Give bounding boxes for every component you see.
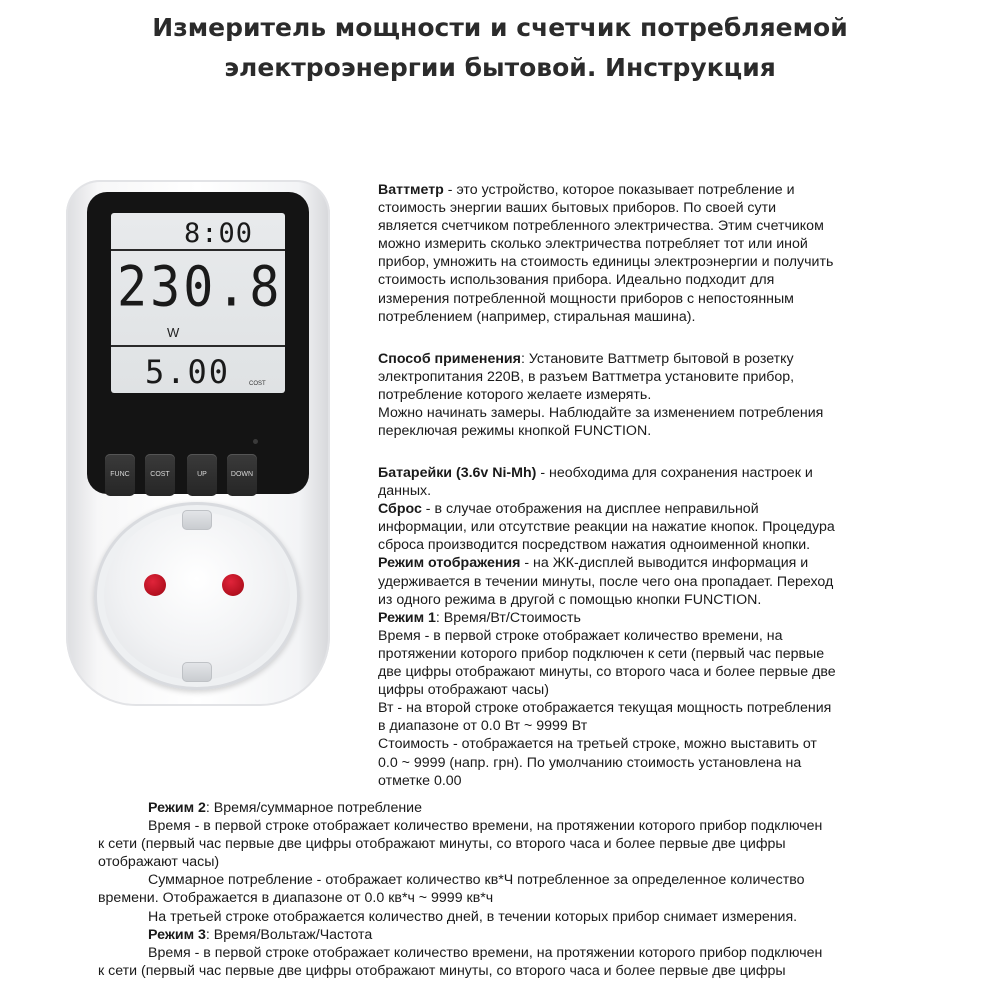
lcd-time-row xyxy=(111,217,285,251)
lcd-cost: 5.00 xyxy=(145,353,231,391)
lcd-watts: 230.8 xyxy=(117,255,283,319)
socket-recess xyxy=(104,512,290,680)
reset-line: Сброс - в случае отображения на дисплее неправильной xyxy=(378,501,759,518)
mode1-term: Режим 1 xyxy=(378,609,436,626)
mode2-term: Режим 2 xyxy=(148,800,206,816)
usage-line: потребление которого желаете измерять. xyxy=(378,387,652,404)
mode1-line: 0.0 ~ 9999 (напр. грн). По умолчанию стоимость установлена на xyxy=(378,754,802,771)
reset-line: сброса производится посредством нажатия одноименной кнопки. xyxy=(378,537,811,554)
intro-line: является счетчиком потребленного электричества. Этим счетчиком xyxy=(378,218,824,235)
intro-term: Ваттметр xyxy=(378,182,444,198)
ground-clip-bottom-icon xyxy=(182,662,212,682)
intro-line: стоимость энергии ваших бытовых приборов. По своей сути xyxy=(378,200,777,217)
ground-clip-top-icon xyxy=(182,510,212,530)
mode3-heading: Режим 3: Время/Вольтаж/Частота xyxy=(148,926,373,943)
mode1-line: в диапазоне от 0.0 Вт ~ 9999 Вт xyxy=(378,718,588,735)
display-term: Режим отображения xyxy=(378,555,521,572)
usage-line: электропитания 220В, в разъем Ваттметра установите прибор, xyxy=(378,369,795,386)
usage-line: Способ применения: Установите Ваттметр бытовой в розетку xyxy=(378,351,794,367)
battery-line: Батарейки (3.6v Ni-Mh) - необходима для сохранения настроек и xyxy=(378,465,813,481)
battery-line: данных. xyxy=(378,483,432,500)
mode2-line: На третьей строке отображается количество дней, в течении которых прибор снимает измерения. xyxy=(148,908,798,925)
mode2-line: отображают часы) xyxy=(98,854,220,871)
mode1-line: Стоимость - отображается на третьей строке, можно выставить от xyxy=(378,736,817,753)
down-button: DOWN xyxy=(227,454,257,496)
socket-pin-right-icon xyxy=(222,574,244,596)
lcd-cost-label: COST xyxy=(249,381,266,387)
battery-term: Батарейки (3.6v Ni-Mh) xyxy=(378,465,537,481)
intro-line: измерения потребленной мощности приборов с непостоянным xyxy=(378,290,794,307)
title-line-1: Измеритель мощности и счетчик потребляемой xyxy=(152,13,848,42)
lcd-unit: W xyxy=(167,325,180,340)
lcd-time: 8:00 xyxy=(183,218,253,249)
title-line-2: электроэнергии бытовой. Инструкция xyxy=(224,53,776,82)
mode3-term: Режим 3 xyxy=(148,926,206,943)
mode1-line: отметке 0.00 xyxy=(378,772,462,789)
display-line: из одного режима в другой с помощью кнопки FUNCTION. xyxy=(378,591,762,608)
mode1-heading: Режим 1: Время/Вт/Стоимость xyxy=(378,609,581,626)
wattmeter-device-image xyxy=(66,180,330,706)
mode3-line: Время - в первой строке отображает количество времени, на протяжении которого прибор подключен xyxy=(148,944,823,961)
usage-term: Способ применения xyxy=(378,351,521,367)
cost-button: COST xyxy=(145,454,175,496)
socket-pin-left-icon xyxy=(144,574,166,596)
mode1-line: две цифры отображают минуты, со второго часа и более первые две xyxy=(378,664,836,681)
usage-line: Можно начинать замеры. Наблюдайте за изменением потребления xyxy=(378,405,824,422)
mode1-line: цифры отображают часы) xyxy=(378,682,549,699)
usage-section xyxy=(378,350,898,440)
mode3-line: к сети (первый час первые две цифры отображают минуты, со второго часа и более первые две цифры xyxy=(98,962,786,979)
lcd-divider xyxy=(111,345,285,347)
display-line: Режим отображения - на ЖК-дисплей выводится информация и xyxy=(378,555,809,572)
lcd-display xyxy=(111,213,285,393)
power-socket xyxy=(94,502,300,690)
intro-line: Ваттметр - это устройство, которое показывает потребление и xyxy=(378,182,795,198)
page-title xyxy=(0,8,1000,88)
up-button: UP xyxy=(187,454,217,496)
mode1-line: Время - в первой строке отображает количество времени, на xyxy=(378,627,783,644)
intro-section xyxy=(378,181,898,326)
mode2-heading: Режим 2: Время/суммарное потребление xyxy=(148,800,422,816)
modes-section xyxy=(98,799,928,980)
func-button: FUNC xyxy=(105,454,135,496)
indicator-led-icon xyxy=(253,439,258,444)
intro-line: стоимость использования прибора. Идеально подходит для xyxy=(378,272,775,289)
reset-term: Сброс xyxy=(378,501,422,518)
settings-section xyxy=(378,464,898,790)
usage-line: переключая режимы кнопкой FUNCTION. xyxy=(378,423,652,440)
mode1-line: протяжении которого прибор подключен к сети (первый час первые xyxy=(378,645,825,662)
reset-line: информации, или отсутствие реакции на нажатие кнопок. Процедура xyxy=(378,519,835,536)
intro-line: прибор, умножить на стоимость единицы электроэнергии и получить xyxy=(378,254,834,271)
mode1-line: Вт - на второй строке отображается текущая мощность потребления xyxy=(378,700,832,717)
intro-line: потреблением (например, стиральная машина). xyxy=(378,308,696,325)
mode2-line: Суммарное потребление - отображает количество кв*Ч потребленное за определенное количество xyxy=(148,872,805,889)
device-front-panel xyxy=(87,192,309,494)
mode2-line: к сети (первый час первые две цифры отображают минуты, со второго часа и более первые две цифры xyxy=(98,836,786,853)
intro-line: можно измерить сколько электричества потребляет тот или иной xyxy=(378,236,808,253)
mode2-line: Время - в первой строке отображает количество времени, на протяжении которого прибор подключен xyxy=(148,818,823,835)
display-line: удерживается в течении минуты, после чего она пропадает. Переход xyxy=(378,573,834,590)
mode2-line: времени. Отображается в диапазоне от 0.0 кв*ч ~ 9999 кв*ч xyxy=(98,890,494,907)
